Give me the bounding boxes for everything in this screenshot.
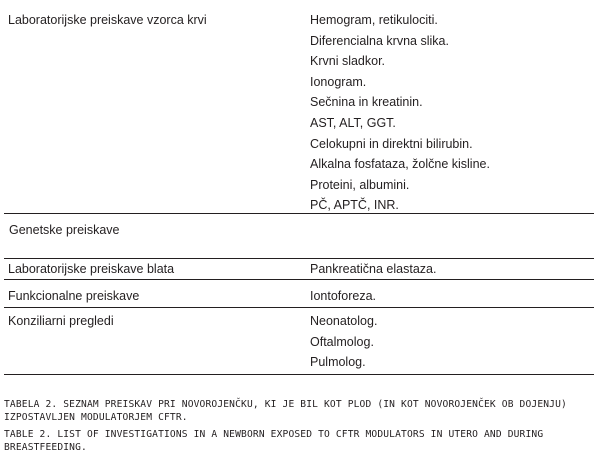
table-row-blood-tests xyxy=(4,4,594,214)
list-item: Pankreatična elastaza. xyxy=(310,262,437,276)
list-item: Sečnina in kreatinin. xyxy=(310,95,423,110)
list-item: AST, ALT, GGT. xyxy=(310,115,396,130)
list-item: Hemogram, retikulociti. xyxy=(310,13,438,27)
caption-slovene: TABELA 2. SEZNAM PREISKAV PRI NOVOROJENČKU, KI JE BIL KOT PLOD (IN KOT NOVOROJENČEK OB DOJENJU) IZPOSTAVLJEN MODULATORJEM CFTR. xyxy=(4,399,567,423)
investigations-table xyxy=(4,4,594,375)
table-row-consultations xyxy=(4,308,594,375)
list-item: Iontoforeza. xyxy=(310,289,377,303)
table-row-genetic-tests xyxy=(4,214,594,259)
list-item: Celokupni in direktni bilirubin. xyxy=(310,136,473,151)
list-item: Pulmolog. xyxy=(310,355,366,370)
list-item: Krvni sladkor. xyxy=(310,54,386,69)
caption-english: TABLE 2. LIST OF INVESTIGATIONS IN A NEWBORN EXPOSED TO CFTR MODULATORS IN UTERO AND DURING BREASTFEEDING. xyxy=(4,429,544,453)
table-row-functional-tests xyxy=(4,280,594,308)
list-item: Neonatolog. xyxy=(310,314,378,328)
row-items-stool-tests xyxy=(307,261,594,279)
table-row-stool-tests xyxy=(4,259,594,280)
table-captions xyxy=(4,399,594,454)
list-item: Alkalna fosfataza, žolčne kisline. xyxy=(310,157,490,172)
row-label-blood-tests: Laboratorijske preiskave vzorca krvi xyxy=(8,13,207,27)
row-items-consultations xyxy=(307,311,594,374)
row-items-functional-tests xyxy=(307,286,594,307)
row-items-genetic-tests xyxy=(307,220,594,258)
list-item: Proteini, albumini. xyxy=(310,177,410,192)
row-label-functional-tests: Funkcionalne preiskave xyxy=(8,289,140,303)
row-label-stool-tests: Laboratorijske preiskave blata xyxy=(8,262,175,276)
row-label-consultations: Konziliarni pregledi xyxy=(8,314,114,328)
row-label-genetic-tests: Genetske preiskave xyxy=(9,223,120,237)
list-item: Diferencialna krvna slika. xyxy=(310,33,449,48)
list-item: Ionogram. xyxy=(310,74,367,89)
list-item: Oftalmolog. xyxy=(310,334,374,349)
list-item: PČ, APTČ, INR. xyxy=(310,198,399,213)
row-items-blood-tests xyxy=(307,10,594,213)
